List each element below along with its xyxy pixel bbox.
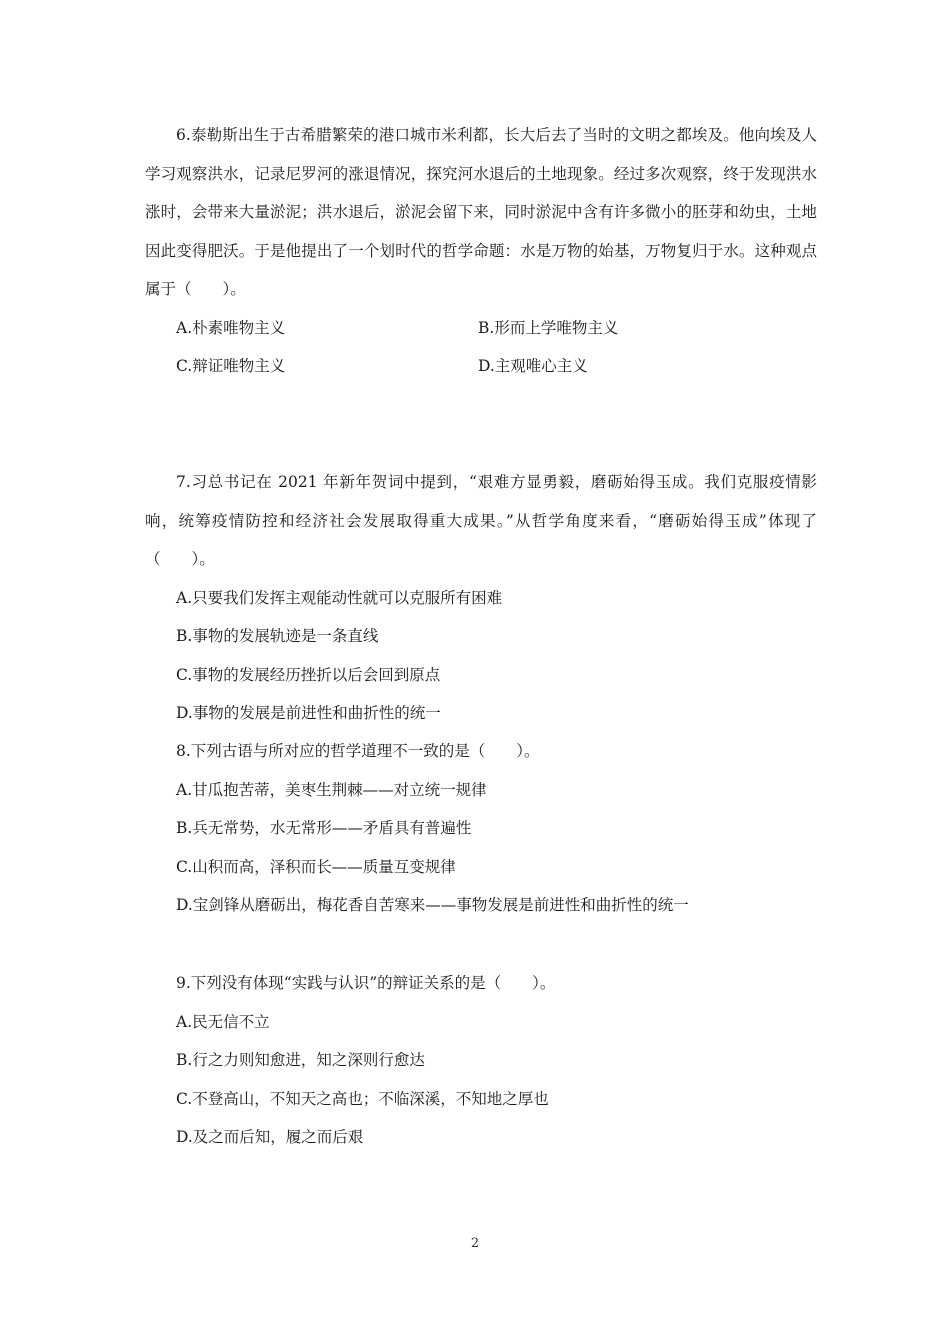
option-b: B.行之力则知愈进，知之深则行愈达 <box>176 1051 425 1069</box>
question-9 <box>145 964 817 1157</box>
option-row <box>145 309 817 348</box>
option-a: A.甘瓜抱苦蒂，美枣生荆棘——对立统一规律 <box>176 780 487 799</box>
option-d: D.及之而后知，履之而后艰 <box>176 1128 364 1146</box>
option-b: B.事物的发展轨迹是一条直线 <box>176 627 379 645</box>
option-c: C.事物的发展经历挫折以后会回到原点 <box>176 665 441 684</box>
question-7 <box>145 463 817 733</box>
option-a: A.只要我们发挥主观能动性就可以克服所有困难 <box>176 588 503 607</box>
option-c: C.辩证唯物主义 <box>176 357 286 375</box>
option-c: C.不登高山，不知天之高也；不临深溪，不知地之厚也 <box>176 1089 549 1108</box>
option-a: A.民无信不立 <box>176 1012 270 1031</box>
question-stem: 9.下列没有体现“实践与认识”的辩证关系的是（ ）。 <box>176 974 556 992</box>
question-8 <box>145 732 817 925</box>
option-d: D.事物的发展是前进性和曲折性的统一 <box>176 704 441 722</box>
question-6 <box>145 116 817 386</box>
option-d: D.主观唯心主义 <box>478 357 588 375</box>
option-row <box>145 347 817 386</box>
question-stem: 6.泰勒斯出生于古希腊繁荣的港口城市米利都，长大后去了当时的文明之都埃及。他向埃及人学习观察洪水，记录尼罗河的涨退情况，探究河水退后的土地现象。经过多次观察，终于发现洪水涨时，会带来大量淤泥；洪水退后，淤泥会留下来，同时淤泥中含有许多微小的胚芽和幼虫，土地因此变得肥沃。于是他提出了一个划时代的哲学命题：水是万物的始基，万物复归于水。这种观点属于（ ）。 <box>145 126 817 298</box>
question-stem: 8.下列古语与所对应的哲学道理不一致的是（ ）。 <box>176 742 540 760</box>
option-b: B.形而上学唯物主义 <box>478 318 619 337</box>
option-a: A.朴素唯物主义 <box>176 318 286 337</box>
option-d: D.宝剑锋从磨砺出，梅花香自苦寒来——事物发展是前进性和曲折性的统一 <box>176 896 689 914</box>
option-c: C.山积而高，泽积而长——质量互变规律 <box>176 857 456 876</box>
page-number: 2 <box>470 1236 480 1251</box>
question-stem: 7.习总书记在 2021 年新年贺词中提到，“艰难方显勇毅，磨砺始得玉成。我们克服疫情影响，统筹疫情防控和经济社会发展取得重大成果。”从哲学角度来看，“磨砺始得玉成”体现了（ ）。 <box>145 473 817 568</box>
option-b: B.兵无常势，水无常形——矛盾具有普遍性 <box>176 819 472 837</box>
